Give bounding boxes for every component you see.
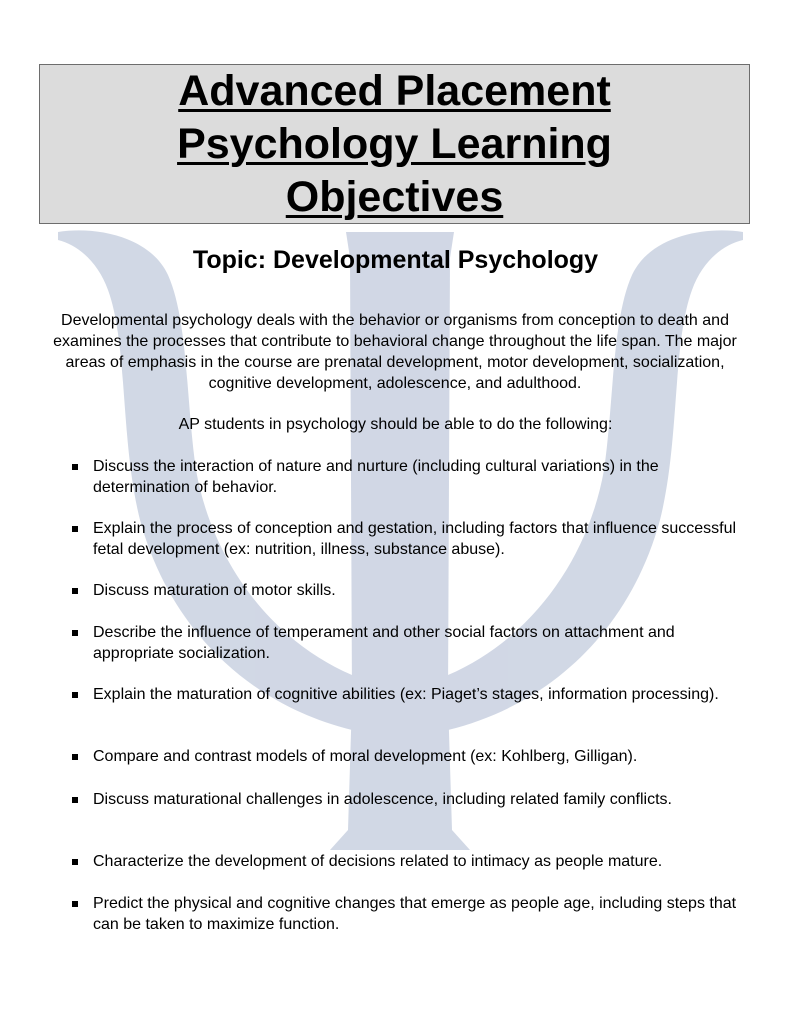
bullet-icon (72, 692, 78, 698)
objective-text: Discuss maturational challenges in adolescence, including related family conflicts. (93, 791, 672, 808)
bullet-icon (72, 797, 78, 803)
objective-text: Describe the influence of temperament and other social factors on attachment and appropriate socialization. (93, 624, 675, 662)
intro-paragraph: Developmental psychology deals with the behavior or organisms from conception to death and examines the processes that contribute to behavioral change throughout the life span. The major areas of emphasis in the course are prenatal development, motor development, socialization, cognitive development, adolescence, and adulthood. (53, 312, 737, 392)
page-title: Advanced Placement Psychology Learning Objectives (177, 66, 612, 221)
bullet-icon (72, 464, 78, 470)
objective-text: Explain the process of conception and gestation, including factors that influence successful fetal development (ex: nutrition, illness, substance abuse). (93, 520, 737, 558)
objective-text: Predict the physical and cognitive changes that emerge as people age, including steps that can be taken to maximize function. (93, 895, 737, 933)
bullet-icon (72, 588, 78, 594)
objective-text: Characterize the development of decisions related to intimacy as people mature. (93, 853, 663, 870)
bullet-icon (72, 630, 78, 636)
bullet-icon (72, 859, 78, 865)
bullet-icon (72, 754, 78, 760)
objective-text: Compare and contrast models of moral development (ex: Kohlberg, Gilligan). (93, 748, 638, 765)
objective-text: Explain the maturation of cognitive abilities (ex: Piaget’s stages, information processing). (93, 686, 719, 703)
bullet-icon (72, 526, 78, 532)
topic-heading: Topic: Developmental Psychology (192, 246, 599, 274)
objectives-lead: AP students in psychology should be able to do the following: (178, 416, 613, 433)
objective-text: Discuss the interaction of nature and nurture (including cultural variations) in the determination of behavior. (93, 458, 659, 496)
bullet-icon (72, 901, 78, 907)
objective-text: Discuss maturation of motor skills. (93, 582, 336, 599)
